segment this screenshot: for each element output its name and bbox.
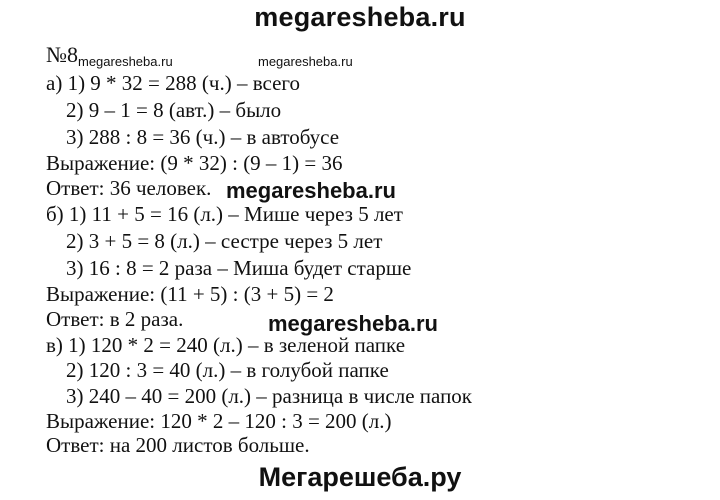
part-b-step-1: б) 1) 11 + 5 = 16 (л.) – Мише через 5 лет (46, 202, 403, 226)
watermark-mid: megaresheba.ru (226, 178, 396, 203)
site-footer-watermark: Мегарешеба.ру (258, 462, 462, 492)
part-a-step-3: 3) 288 : 8 = 36 (ч.) – в автобусе (66, 125, 340, 149)
part-v-step-2: 2) 120 : 3 = 40 (л.) – в голубой папке (66, 358, 389, 382)
watermark-small: megaresheba.ru (78, 54, 173, 69)
part-v-step-3: 3) 240 – 40 = 200 (л.) – разница в числе папок (66, 384, 473, 408)
part-b-step-3: 3) 16 : 8 = 2 раза – Миша будет старше (66, 256, 412, 280)
part-v-step-1: в) 1) 120 * 2 = 240 (л.) – в зеленой папке (46, 333, 406, 357)
part-a-step-1: а) 1) 9 * 32 = 288 (ч.) – всего (46, 71, 300, 95)
part-a-answer: Ответ: 36 человек. (46, 176, 212, 200)
part-b-answer: Ответ: в 2 раза. (46, 307, 184, 331)
part-a-step-2: 2) 9 – 1 = 8 (авт.) – было (66, 98, 282, 122)
part-b-step-2: 2) 3 + 5 = 8 (л.) – сестре через 5 лет (66, 229, 383, 253)
task-number: №8 (46, 42, 78, 67)
watermark-small: megaresheba.ru (258, 54, 353, 69)
part-v-answer: Ответ: на 200 листов больше. (46, 433, 310, 457)
site-header-watermark: megaresheba.ru (254, 2, 466, 32)
watermark-mid: megaresheba.ru (268, 311, 438, 336)
part-b-expression: Выражение: (11 + 5) : (3 + 5) = 2 (46, 282, 334, 306)
part-v-expression: Выражение: 120 * 2 – 120 : 3 = 200 (л.) (46, 409, 392, 433)
part-a-expression: Выражение: (9 * 32) : (9 – 1) = 36 (46, 151, 343, 175)
